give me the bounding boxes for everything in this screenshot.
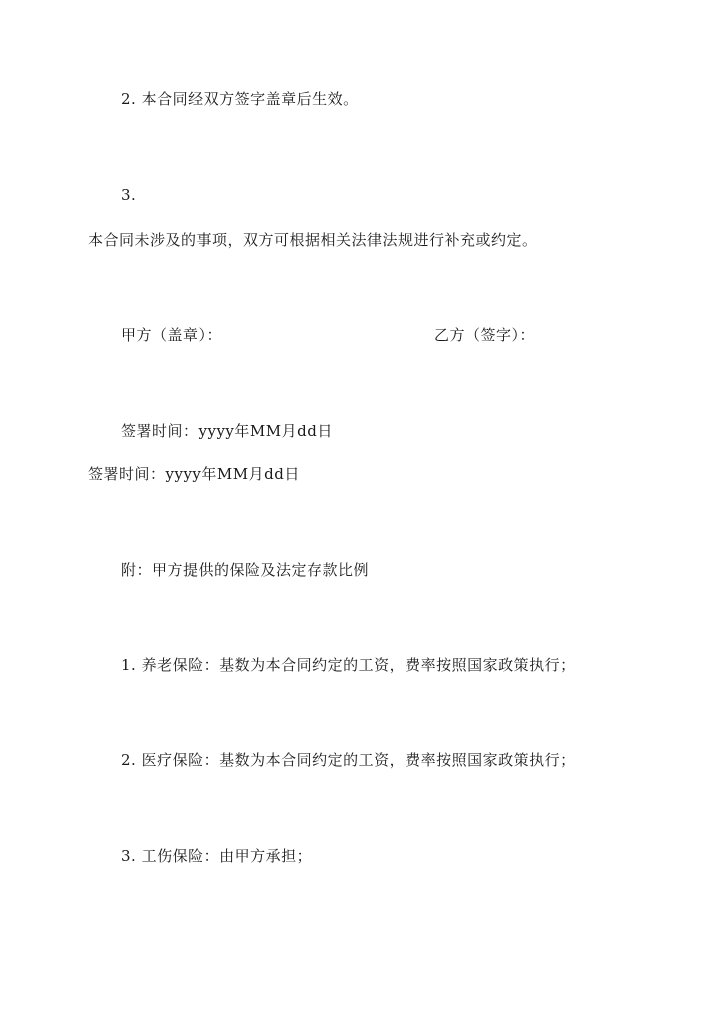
insurance-item-injury: 3. 工伤保险：由甲方承担； (121, 847, 313, 865)
clause-3-text: 本合同未涉及的事项，双方可根据相关法律法规进行补充或约定。 (88, 231, 538, 249)
appendix-title: 附：甲方提供的保险及法定存款比例 (121, 561, 370, 579)
insurance-item-medical: 2. 医疗保险：基数为本合同约定的工资，费率按照国家政策执行； (121, 751, 576, 769)
sign-time-b: 签署时间：yyyy年MM月dd日 (88, 465, 300, 483)
sign-time-a: 签署时间：yyyy年MM月dd日 (121, 422, 333, 440)
party-b-label: 乙方（签字）： (434, 326, 536, 344)
insurance-item-pension: 1. 养老保险：基数为本合同约定的工资，费率按照国家政策执行； (121, 656, 576, 674)
clause-2: 2. 本合同经双方签字盖章后生效。 (121, 90, 359, 108)
party-a-label: 甲方（盖章）： (121, 326, 223, 344)
clause-3-number: 3. (121, 186, 137, 204)
